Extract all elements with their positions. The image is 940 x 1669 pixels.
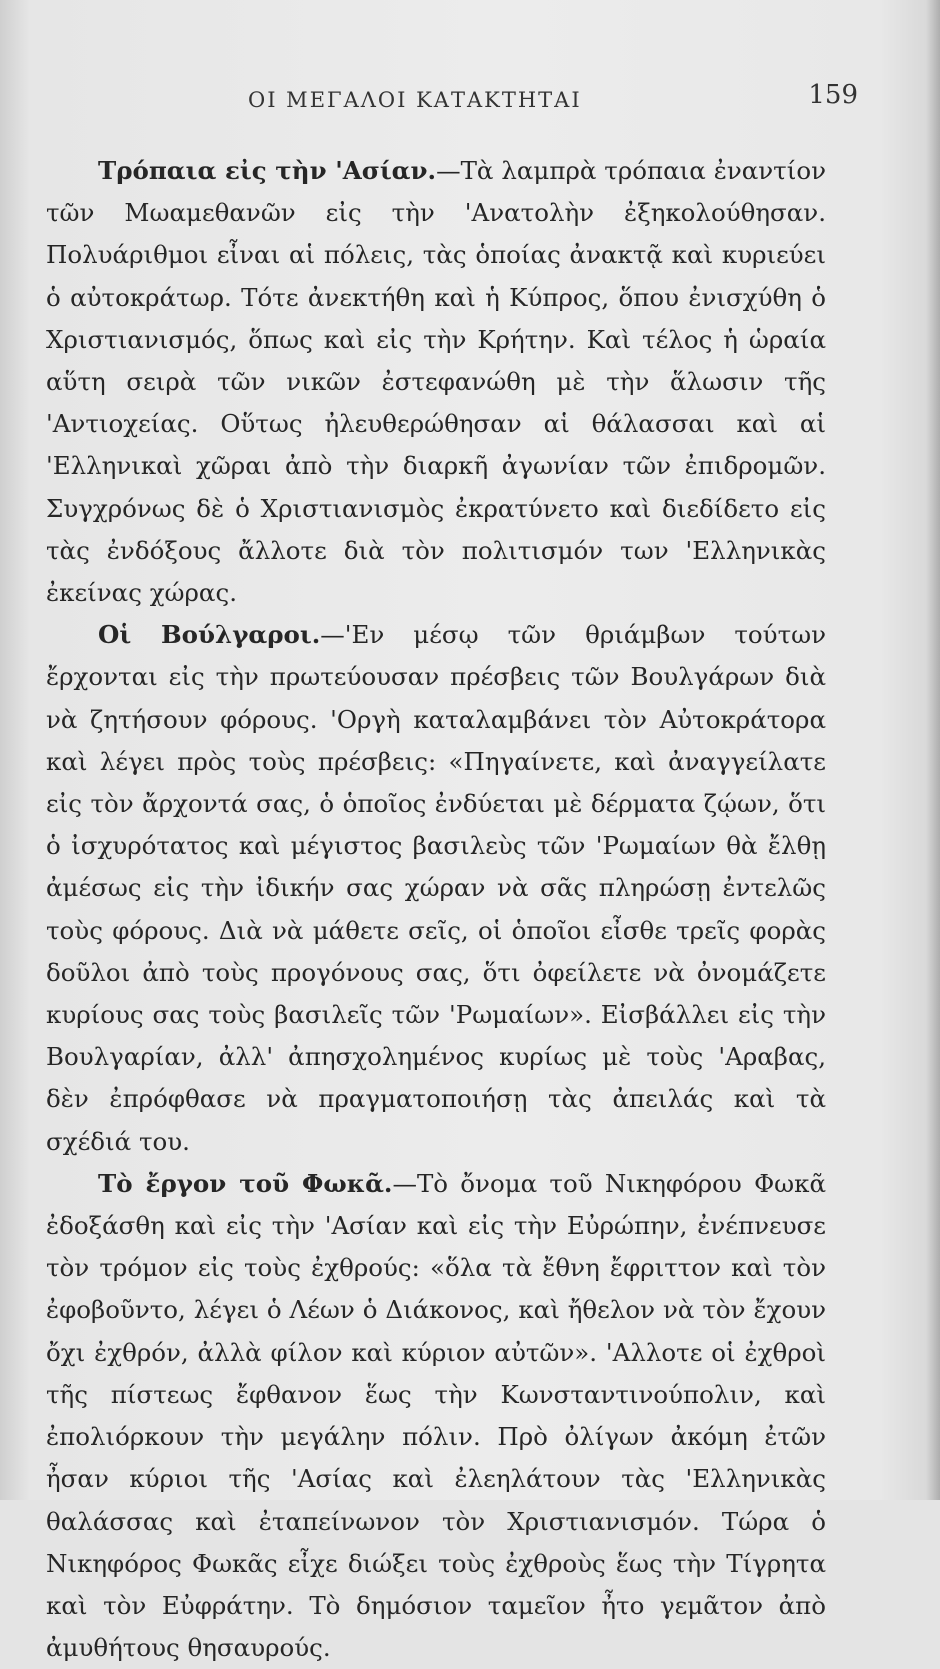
paragraph-trophies-asia	[46, 150, 826, 614]
paragraph-text: —'Εν μέσῳ τῶν θριάμβων τούτων ἔρχονται εἰς τὴν πρωτεύουσαν πρέσβεις τῶν Βουλγάρων διὰ νὰ ζητήσουν φόρους. 'Οργὴ καταλαμβάνει τὸν Αὐτοκράτορα καὶ λέγει πρὸς τοὺς πρέσβεις: «Πηγαίνετε, καὶ ἀναγγείλατε εἰς τὸν ἄρχοντά σας, ὁ ὁποῖος ἐνδύεται μὲ δέρματα ζῴων, ὅτι ὁ ἰσχυρότατος καὶ μέγιστος βασιλεὺς τῶν 'Ρωμαίων θὰ ἔλθῃ ἀμέσως εἰς τὴν ἰδικήν σας χώραν νὰ σᾶς πληρώσῃ ἐντελῶς τοὺς φόρους. Διὰ νὰ μάθετε σεῖς, οἱ ὁποῖοι εἶσθε τρεῖς φορὰς δοῦλοι ἀπὸ τοὺς προγόνους σας, ὅτι ὀφείλετε νὰ ὀνομάζετε κυρίους σας τοὺς βασιλεῖς τῶν 'Ρωμαίων». Εἰσβάλλει εἰς τὴν Βουλγαρίαν, ἀλλ' ἀπησχολημένος κυρίως μὲ τοὺς 'Αραβας, δὲν ἐπρόφθασε νὰ πραγματοποιήσῃ τὰς ἀπειλάς καὶ τὰ σχέδιά του.	[46, 620, 826, 1156]
page-number: 159	[808, 80, 858, 110]
paragraph-work-of-phokas	[46, 1163, 826, 1669]
paragraph-text: —Τὰ λαμπρὰ τρόπαια ἐναντίον τῶν Μωαμεθανῶν εἰς τὴν 'Ανατολὴν ἐξηκολούθησαν. Πολυάριθμοι εἶναι αἱ πόλεις, τὰς ὁποίας ἀνακτᾷ καὶ κυριεύει ὁ αὐτοκράτωρ. Τότε ἀνεκτήθη καὶ ἡ Κύπρος, ὅπου ἐνισχύθη ὁ Χριστιανισμός, ὅπως καὶ εἰς τὴν Κρήτην. Καὶ τέλος ἡ ὡραία αὕτη σειρὰ τῶν νικῶν ἐστεφανώθη μὲ τὴν ἅλωσιν τῆς 'Αντιοχείας. Οὕτως ἠλευθερώθησαν αἱ θάλασσαι καὶ αἱ 'Ελληνικαὶ χῶραι ἀπὸ τὴν διαρκῆ ἀγωνίαν τῶν ἐπιδρομῶν. Συγχρόνως δὲ ὁ Χριστιανισμὸς ἐκρατύνετο καὶ διεδίδετο εἰς τὰς ἐνδόξους ἄλλοτε διὰ τὸν πολιτισμόν των 'Ελληνικὰς ἐκείνας χώρας.	[46, 156, 826, 608]
section-heading: Τὸ ἔργον τοῦ Φωκᾶ.	[98, 1168, 393, 1198]
section-heading: Οἱ Βούλγαροι.	[98, 620, 321, 650]
running-head	[70, 80, 870, 120]
section-heading: Τρόπαια εἰς τὴν 'Ασίαν.	[98, 156, 437, 185]
paragraph-bulgarians	[46, 614, 826, 1163]
running-title: ΟΙ ΜΕΓΑΛΟΙ ΚΑΤΑΚΤΗΤΑΙ	[248, 88, 582, 112]
body-text	[46, 150, 826, 1669]
paragraph-text: —Τὸ ὄνομα τοῦ Νικηφόρου Φωκᾶ ἐδοξάσθη καὶ εἰς τὴν 'Ασίαν καὶ εἰς τὴν Εὐρώπην, ἐνέπνευσε τὸν τρόμον εἰς τοὺς ἐχθρούς: «ὅλα τὰ ἔθνη ἔφριττον καὶ τὸν ἐφοβοῦντο, λέγει ὁ Λέων ὁ Διάκονος, καὶ ἤθελον νὰ τὸν ἔχουν ὄχι ἐχθρόν, ἀλλὰ φίλον καὶ κύριον αὐτῶν». 'Αλλοτε οἱ ἐχθροὶ τῆς πίστεως ἔφθανον ἕως τὴν Κωνσταντινούπολιν, καὶ ἐπολιόρκουν τὴν μεγάλην πόλιν. Πρὸ ὀλίγων ἀκόμη ἐτῶν ἦσαν κύριοι τῆς 'Ασίας καὶ ἐλεηλάτουν τὰς 'Ελληνικὰς θαλάσσας καὶ ἐταπείνωνον τὸν Χριστιανισμόν. Τώρα ὁ Νικηφόρος Φωκᾶς εἶχε διώξει τοὺς ἐχθροὺς ἕως τὴν Τίγρητα καὶ τὸν Εὐφράτην. Τὸ δημόσιον ταμεῖον ἦτο γεμᾶτον ἀπὸ ἀμυθήτους θησαυρούς.	[46, 1168, 826, 1663]
page-edge-shadow	[926, 0, 940, 1500]
